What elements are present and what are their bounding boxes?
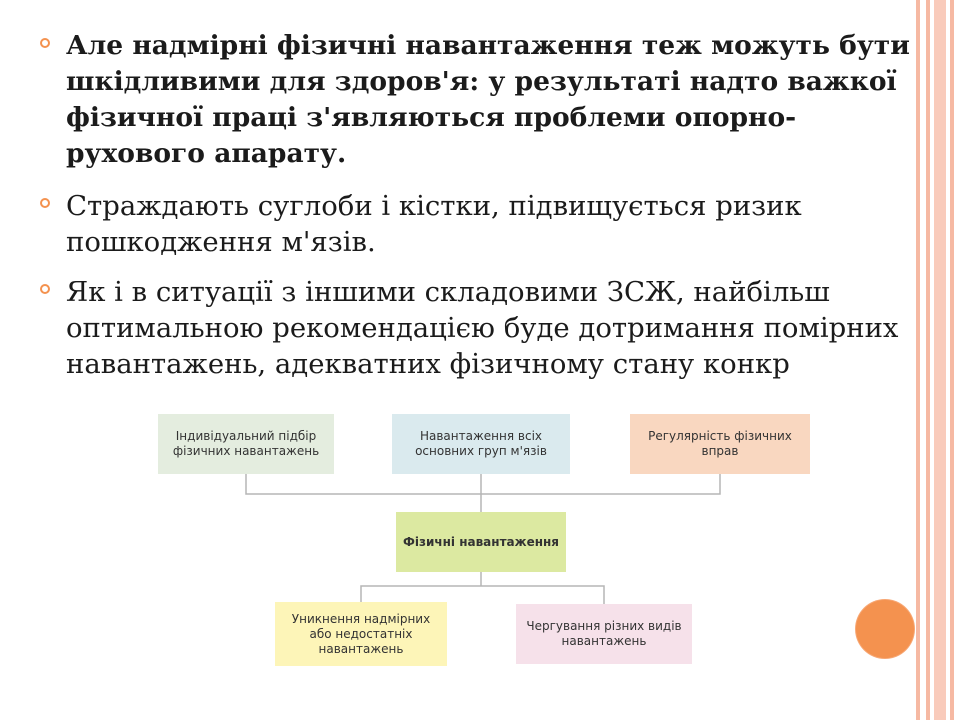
bullet-circle-icon [40, 284, 50, 294]
diagram-box-individual-selection: Індивідуальний підбір фізичних навантажень [158, 414, 334, 474]
bullet-text: Як і в ситуації з іншими складовими ЗСЖ, найбільш оптимальною рекомендацією буде дотримання помірних навантажень, адекватних фізичному стану конкр [66, 276, 899, 380]
bullet-list [40, 28, 920, 396]
diagram [152, 404, 816, 676]
diagram-box-alternation: Чергування різних видів навантажень [516, 604, 692, 664]
bullet-text: Але надмірні фізичні навантаження теж можуть бути шкідливими для здоров'я: у результаті надто важкої фізичної праці з'являються проблеми опорно-рухового апарату. [66, 30, 910, 169]
diagram-box-physical-load: Фізичні навантаження [396, 512, 566, 572]
diagram-box-all-muscle-groups: Навантаження всіх основних груп м'язів [392, 414, 570, 474]
decorative-circle [856, 600, 914, 658]
bullet-text: Страждають суглоби і кістки, підвищується ризик пошкодження м'язів. [66, 190, 802, 258]
stripe [934, 0, 946, 720]
diagram-box-regularity: Регулярність фізичних вправ [630, 414, 810, 474]
bullet-item [40, 274, 920, 382]
bullet-circle-icon [40, 198, 50, 208]
bullet-item [40, 188, 920, 260]
stripe [950, 0, 954, 720]
bullet-circle-icon [40, 38, 50, 48]
diagram-box-avoid-extremes: Уникнення надмірних або недостатніх навантажень [275, 602, 447, 666]
bullet-item [40, 28, 920, 172]
connector-line [246, 474, 720, 494]
stripe [926, 0, 930, 720]
